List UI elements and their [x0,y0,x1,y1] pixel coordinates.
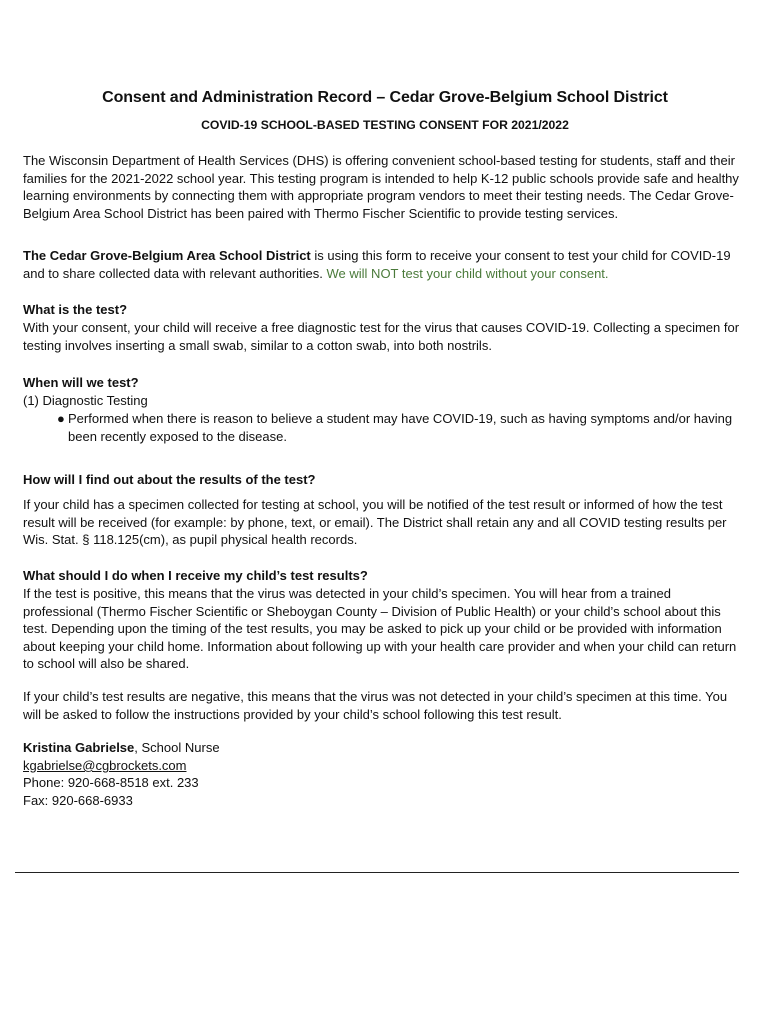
positive-paragraph: If the test is positive, this means that the virus was detected in your child’s specimen. You will hear from a trained professional (Thermo Fischer Scientific or Sheboygan County – Division of Public Health) or your child’s school about this test. Depending upon the timing of the test results, you may be asked to pick up your child or be provided with information about keeping your child home. Information about following up with your health care provider and when your child can return to school will also be shared. [23,586,737,671]
contact-role: , School Nurse [134,740,220,755]
when-test-heading: When will we test? [23,375,139,390]
diagnostic-testing-item: (1) Diagnostic Testing [23,393,148,408]
contact-phone: Phone: 920-668-8518 ext. 233 [23,775,199,790]
contact-fax: Fax: 920-668-6933 [23,793,133,808]
results-body: If your child has a specimen collected for testing at school, you will be notified of the test result or informed of how the test result will be received (for example: by phone, text, or email). The District shall retain any and all COVID testing results per Wis. Stat. § 118.125(cm), as pupil physical health records. [23,497,727,547]
bullet-icon: ● [57,411,65,426]
document-subtitle: COVID-19 SCHOOL-BASED TESTING CONSENT FOR 2021/2022 [201,118,569,132]
receive-heading: What should I do when I receive my child’s test results? [23,568,368,583]
bullet-text: Performed when there is reason to believe a student may have COVID-19, such as having symptoms and/or having been recently exposed to the disease. [68,411,733,444]
document-title: Consent and Administration Record – Cedar Grove-Belgium School District [102,89,668,106]
contact-name: Kristina Gabrielse [23,740,135,755]
results-heading: How will I find out about the results of the test? [23,472,316,487]
divider-line [15,872,739,873]
what-test-heading: What is the test? [23,302,128,317]
intro-paragraph: The Wisconsin Department of Health Services (DHS) is offering convenient school-based testing for students, staff and their families for the 2021-2022 school year. This testing program is intended to help K-12 public schools provide safe and healthy learning environments by connecting them with appropriate program vendors to meet their testing needs. The Cedar Grove-Belgium Area School District has been paired with Thermo Fischer Scientific to provide testing services. [23,153,739,221]
consent-text: is using this form to receive your consent to test your child for COVID-19 and to share collected data with relevant authorities. [23,248,731,281]
district-name: The Cedar Grove-Belgium Area School District [23,248,311,263]
negative-paragraph: If your child’s test results are negative, this means that the virus was not detected in your child’s specimen at this time. You will be asked to follow the instructions provided by your child’s school following this test result. [23,689,728,722]
contact-email-line [23,757,741,775]
contact-email-link[interactable]: kgabrielse@cgbrockets.com [23,758,187,773]
consent-warning: We will NOT test your child without your consent. [326,265,609,281]
bullet-item [23,410,741,446]
consent-paragraph [23,247,741,282]
contact-name-line [23,739,741,757]
what-test-body: With your consent, your child will receive a free diagnostic test for the virus that causes COVID-19. Collecting a specimen for testing involves inserting a small swab, similar to a cotton swab, into both nostrils. [23,320,740,353]
